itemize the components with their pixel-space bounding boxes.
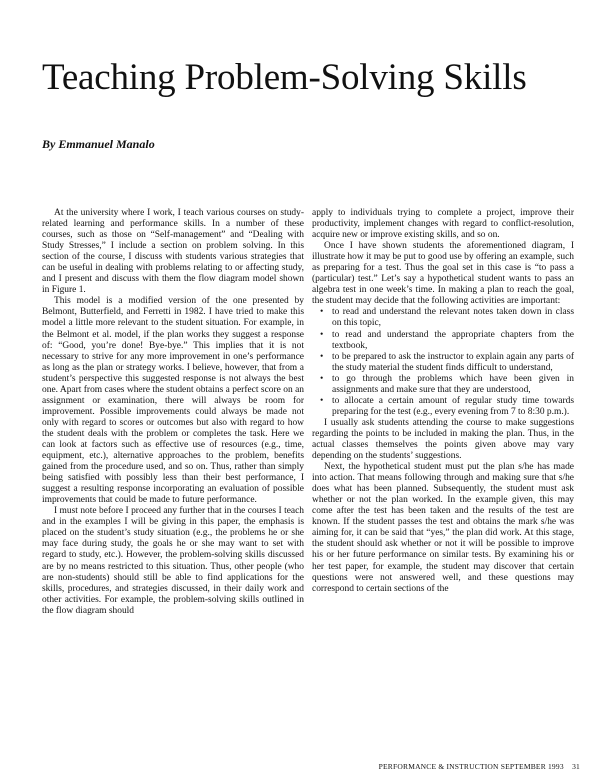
right-column xyxy=(312,208,574,595)
journal-name: PERFORMANCE & INSTRUCTION xyxy=(378,762,499,771)
body-paragraph: Once I have shown students the aforementioned diagram, I illustrate how it may be put to good use by offering an example, such as preparing for a test. Thus the goal set in this case is “to pass a (particular) test.” Let’s say a hypothetical student wants to pass an algebra test in one week’s time. In making a plan to reach the goal, the student may decide that the following activities are important: xyxy=(312,241,574,307)
article-title: Teaching Problem-Solving Skills xyxy=(42,57,527,98)
body-paragraph: I usually ask students attending the course to make suggestions regarding the points to be included in making the plan. Thus, in the actual classes themselves the points given above may vary depending on the students’ suggestions. xyxy=(312,417,574,462)
article-byline: By Emmanuel Manalo xyxy=(42,137,155,151)
left-column xyxy=(42,208,304,617)
list-item: • to go through the problems which have been given in assignments and make sure that they are understood, xyxy=(332,374,574,396)
activity-list xyxy=(312,307,574,417)
page-number: 31 xyxy=(572,762,580,771)
list-item: • to be prepared to ask the instructor to explain again any parts of the study material the student finds difficult to understand, xyxy=(332,352,574,374)
list-item: • to read and understand the appropriate chapters from the textbook, xyxy=(332,330,574,352)
body-paragraph: This model is a modified version of the one presented by Belmont, Butterfield, and Ferretti in 1982. I have tried to make this model a little more relevant to the student situation. For example, in the Belmont et al. model, if the plan works they suggest a response of: “Good, you’re done! Bye-bye.” This implies that it is not necessary to strive for any more improvement in one’s performance as long as the plan or strategy works. I believe, however, that from a student’s perspective this suggested response is not always the best one. Apart from cases where the student obtains a perfect score on an assignment or examination, there will always be room for improvement. Possible improvements could always be made not only with regard to scores or outcomes but also with regard to how the student deals with the problem or completes the task. Here we can look at factors such as effective use of resources (e.g., time, equipment, etc.), alternative approaches to the problem, benefits gained from the procedure used, and so on. Thus, rather than simply being satisfied with possibly less than their best performance, I suggest a resulting response incorporating an evaluation of possible improvements that could be made to future performance. xyxy=(42,296,304,506)
list-item: • to read and understand the relevant notes taken down in class on this topic, xyxy=(332,307,574,329)
body-paragraph: I must note before I proceed any further that in the courses I teach and in the examples I will be giving in this paper, the emphasis is placed on the student’s study situation (e.g., the problems he or she may face during study, the goals he or she may want to set with regard to study, etc.). However, the problem-solving skills discussed are by no means restricted to this situation. Thus, other people (who are non-students) should still be able to find applications for the skills, procedures, and strategies discussed, in their daily work and other activities. For example, the problem-solving skills outlined in the flow diagram should xyxy=(42,506,304,616)
page-footer xyxy=(316,762,580,772)
issue-date: SEPTEMBER 1993 xyxy=(500,762,564,771)
list-item: • to allocate a certain amount of regular study time towards preparing for the test (e.g., every evening from 7 to 8:30 p.m.). xyxy=(332,396,574,418)
body-paragraph: At the university where I work, I teach various courses on study-related learning and performance skills. In a number of these courses, such as those on “Self-management” and “Dealing with Study Stresses,” I include a section on problem solving. In this section of the course, I discuss with students various strategies that can be useful in dealing with problems relating to or affecting study, and I present and discuss with them the flow diagram model shown in Figure 1. xyxy=(42,208,304,296)
continued-paragraph: apply to individuals trying to complete a project, improve their productivity, implement changes with regard to conflict-resolution, acquire new or improve existing skills, and so on. xyxy=(312,208,574,241)
body-paragraph: Next, the hypothetical student must put the plan s/he has made into action. That means following through and making sure that s/he does what has been planned. Subsequently, the student must ask whether or not the plan worked. In the example given, this may come after the test has been taken and the results of the test are known. If the student passes the test and obtains the mark s/he was aiming for, it can be said that “yes,” the plan did work. At this stage, the student should ask whether or not it will be possible to improve his or her future performance on similar tests. By examining his or her test paper, for example, the student may discover that certain questions were not answered well, and these questions may correspond to certain sections of the xyxy=(312,462,574,594)
